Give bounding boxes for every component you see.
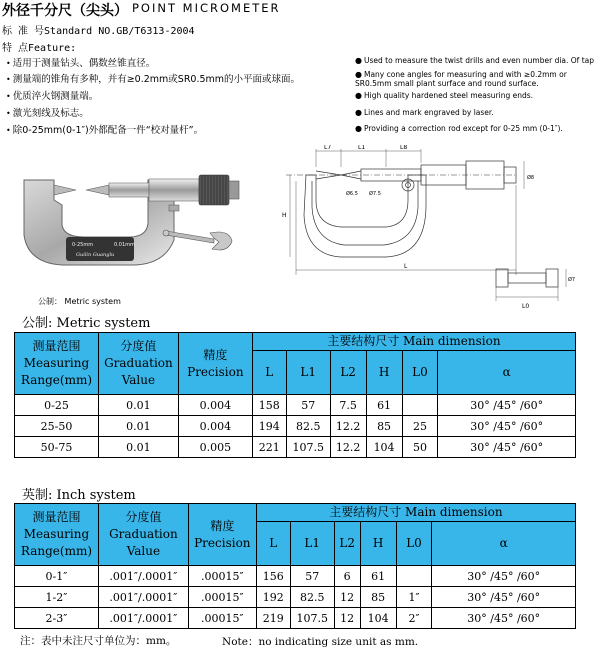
dim-L1: L1 — [358, 145, 366, 151]
col-header-graduation: 分度值 Graduation Value — [98, 333, 178, 395]
dim-phi8: Ø8 — [527, 175, 535, 181]
cell: 107.5 — [286, 437, 330, 458]
cell: 12.2 — [330, 416, 366, 437]
cell: 2″ — [396, 608, 432, 629]
cell: 30° /45° /60° — [438, 395, 576, 416]
product-title-cn: 外径千分尺（尖头） — [2, 3, 128, 19]
table-row — [15, 437, 576, 458]
feature-cn-item: • 激光刻线及标志。 — [6, 108, 89, 119]
col-header-main-dimension: 主要结构尺寸 Main dimension — [252, 333, 575, 351]
col-header-L1: L1 — [286, 351, 330, 395]
cell: 57 — [290, 566, 334, 587]
cell: 85 — [360, 587, 396, 608]
col-header-L2: L2 — [334, 522, 360, 566]
col-header-H: H — [366, 351, 402, 395]
cell: 1-2″ — [15, 587, 99, 608]
cell: 0-1″ — [15, 566, 99, 587]
footer-note-cn: 注：表中未注尺寸单位为：mm。 — [20, 635, 177, 647]
cell: 104 — [360, 608, 396, 629]
feature-cn-item: • 优质淬火钢测量端。 — [6, 91, 99, 102]
cell: 0.01 — [98, 437, 178, 458]
dim-phi7: Ø7 — [568, 277, 576, 283]
col-header-graduation: 分度值 Graduation Value — [98, 504, 188, 566]
cell: 2-3″ — [15, 608, 99, 629]
features-heading: 特 点Feature: — [2, 43, 77, 54]
col-header-L0: L0 — [396, 522, 432, 566]
col-header-main-dimension: 主要结构尺寸 Main dimension — [256, 504, 575, 522]
dim-phi65: Ø6.5 — [346, 191, 358, 197]
cell: 85 — [366, 416, 402, 437]
feature-en-item: ● Providing a correction rod except for 0-25 mm (0-1″). — [355, 124, 563, 133]
col-header-range: 测量范围 Measuring Range(mm) — [15, 333, 99, 395]
col-header-H: H — [360, 522, 396, 566]
cell: 30° /45° /60° — [432, 587, 576, 608]
photo-engrave-brand: Guilin Guanglu — [76, 252, 115, 258]
dim-H: H — [282, 212, 287, 219]
photo-caption: 公制： Metric system — [38, 297, 121, 306]
standard-number: 标 准 号Standard NO.GB/T6313-2004 — [2, 26, 195, 37]
cell: 0-25 — [15, 395, 99, 416]
table-row — [15, 587, 576, 608]
cell: 82.5 — [290, 587, 334, 608]
table-row — [15, 416, 576, 437]
cell: 61 — [366, 395, 402, 416]
feature-cn-item: • 适用于测量钻头、偶数丝锥直径。 — [6, 58, 156, 69]
cell: 194 — [252, 416, 286, 437]
cell: 30° /45° /60° — [438, 437, 576, 458]
cell: 30° /45° /60° — [432, 566, 576, 587]
cell: 25 — [402, 416, 438, 437]
col-header-alpha: α — [438, 351, 576, 395]
table-row — [15, 608, 576, 629]
cell: 156 — [256, 566, 290, 587]
feature-en-item: ● Used to measure the twist drills and even number dia. Of tap — [355, 56, 595, 65]
cell: 12.2 — [330, 437, 366, 458]
col-header-range: 测量范围 Measuring Range(mm) — [15, 504, 99, 566]
cell — [396, 566, 432, 587]
photo-engrave-range: 0-25mm — [72, 242, 94, 248]
metric-spec-table — [14, 332, 576, 458]
col-header-L1: L1 — [290, 522, 334, 566]
cell: 0.004 — [178, 395, 252, 416]
cell: .00015″ — [188, 587, 256, 608]
cell: 107.5 — [290, 608, 334, 629]
cell: 192 — [256, 587, 290, 608]
technical-drawing — [276, 145, 598, 310]
col-header-precision: 精度 Precision — [178, 333, 252, 395]
dim-L7: L7 — [324, 145, 332, 151]
dim-L8: L8 — [400, 145, 408, 151]
cell: 0.005 — [178, 437, 252, 458]
metric-table-label: 公制: Metric system — [22, 316, 151, 331]
cell: 50-75 — [15, 437, 99, 458]
cell: .00015″ — [188, 608, 256, 629]
cell: 0.004 — [178, 416, 252, 437]
product-title-en: POINT MICROMETER — [132, 1, 281, 15]
col-header-L: L — [256, 522, 290, 566]
cell: 6 — [334, 566, 360, 587]
cell: 0.01 — [98, 395, 178, 416]
feature-cn-item: • 测量端的锥角有多种，并有≥0.2mm或SR0.5mm的小平面或球面。 — [6, 74, 301, 85]
feature-en-item: ● High quality hardened steel measuring ends. — [355, 91, 534, 100]
col-header-L2: L2 — [330, 351, 366, 395]
cell: 0.01 — [98, 416, 178, 437]
dim-phi75: Ø7.5 — [369, 191, 381, 197]
cell: 12 — [334, 587, 360, 608]
dim-L0: L0 — [522, 303, 530, 310]
col-header-L: L — [252, 351, 286, 395]
photo-engrave-grad: 0.01mm — [114, 242, 135, 248]
cell: .001″/.0001″ — [98, 608, 188, 629]
micrometer-photo — [14, 145, 244, 295]
cell: 219 — [256, 608, 290, 629]
table-row — [15, 566, 576, 587]
col-header-precision: 精度 Precision — [188, 504, 256, 566]
table-row — [15, 395, 576, 416]
cell: 221 — [252, 437, 286, 458]
cell: .001″/.0001″ — [98, 587, 188, 608]
cell: 25-50 — [15, 416, 99, 437]
cell — [402, 395, 438, 416]
cell: 50 — [402, 437, 438, 458]
cell: 30° /45° /60° — [438, 416, 576, 437]
dim-L: L — [404, 263, 408, 270]
footer-note-en: Note：no indicating size unit as mm. — [222, 636, 419, 648]
feature-en-item: ● Lines and mark engraved by laser. — [355, 108, 494, 117]
cell: 7.5 — [330, 395, 366, 416]
feature-en-item: ● Many cone angles for measuring and with ≥0.2mm or SR0.5mm small plant surface and round surface. — [355, 70, 567, 88]
cell: 104 — [366, 437, 402, 458]
cell: 1″ — [396, 587, 432, 608]
cell: 158 — [252, 395, 286, 416]
col-header-L0: L0 — [402, 351, 438, 395]
cell: 82.5 — [286, 416, 330, 437]
cell: 30° /45° /60° — [432, 608, 576, 629]
cell: .00015″ — [188, 566, 256, 587]
col-header-alpha: α — [432, 522, 576, 566]
cell: 57 — [286, 395, 330, 416]
inch-spec-table — [14, 503, 576, 629]
cell: 12 — [334, 608, 360, 629]
feature-cn-item: • 除0-25mm(0-1″)外都配备一件“校对量杆”。 — [6, 125, 204, 136]
cell: .001″/.0001″ — [98, 566, 188, 587]
inch-table-label: 英制: Inch system — [22, 488, 136, 503]
cell: 61 — [360, 566, 396, 587]
